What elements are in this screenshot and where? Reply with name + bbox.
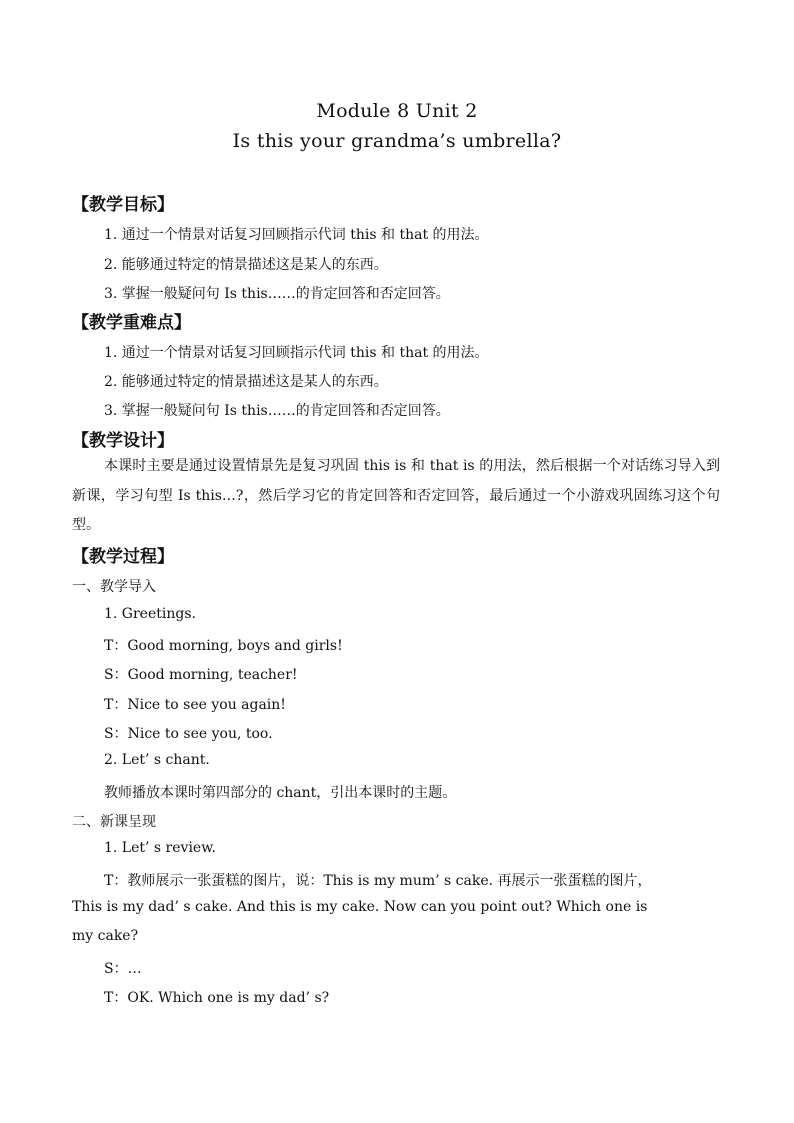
key-point-item: 1. 通过一个情景对话复习回顾指示代词 this 和 that 的用法。 (104, 345, 489, 361)
lesson-title: Is this your grandma’s umbrella? (232, 130, 562, 152)
dialogue-line: T：OK. Which one is my dad’ s? (104, 990, 330, 1006)
section-title-intro: 一、教学导入 (72, 579, 156, 595)
dialogue-line-continued: my cake? (72, 928, 139, 944)
design-paragraph: 本课时主要是通过设置情景先是复习巩固 this is 和 that is 的用法，然后根据一个对话练习导入到新课，学习句型 Is this…?，然后学习它的肯定回答和否定回答，最后通过一个小游戏巩固练习这个句型。 (72, 458, 720, 533)
dialogue-line-continued: This is my dad’ s cake. And this is my cake. Now can you point out? Which one is (72, 899, 648, 915)
objective-item: 1. 通过一个情景对话复习回顾指示代词 this 和 that 的用法。 (104, 227, 489, 243)
process-line: 1. Let’ s review. (104, 840, 216, 856)
dialogue-line: S：… (104, 961, 142, 977)
dialogue-line: T：Nice to see you again! (104, 697, 286, 713)
process-heading: 【教学过程】 (72, 547, 174, 567)
process-line: 教师播放本课时第四部分的 chant，引出本课时的主题。 (104, 785, 457, 801)
key-point-item: 3. 掌握一般疑问句 Is this……的肯定回答和否定回答。 (104, 403, 450, 419)
dialogue-line: T：Good morning, boys and girls! (104, 638, 343, 654)
key-points-heading: 【教学重难点】 (72, 313, 191, 333)
dialogue-line: S：Nice to see you, too. (104, 726, 273, 742)
module-title: Module 8 Unit 2 (316, 100, 478, 122)
design-heading: 【教学设计】 (72, 431, 174, 451)
objective-item: 2. 能够通过特定的情景描述这是某人的东西。 (104, 257, 388, 273)
dialogue-line: S：Good morning, teacher! (104, 667, 298, 683)
objectives-heading: 【教学目标】 (72, 195, 174, 215)
key-point-item: 2. 能够通过特定的情景描述这是某人的东西。 (104, 374, 388, 390)
objective-item: 3. 掌握一般疑问句 Is this……的肯定回答和否定回答。 (104, 286, 450, 302)
process-line: 2. Let’ s chant. (104, 752, 210, 768)
section-title-new-lesson: 二、新课呈现 (72, 814, 156, 830)
dialogue-line: T：教师展示一张蛋糕的图片，说：This is my mum’ s cake. 再展示一张蛋糕的图片， (104, 873, 652, 889)
process-line: 1. Greetings. (104, 606, 196, 622)
